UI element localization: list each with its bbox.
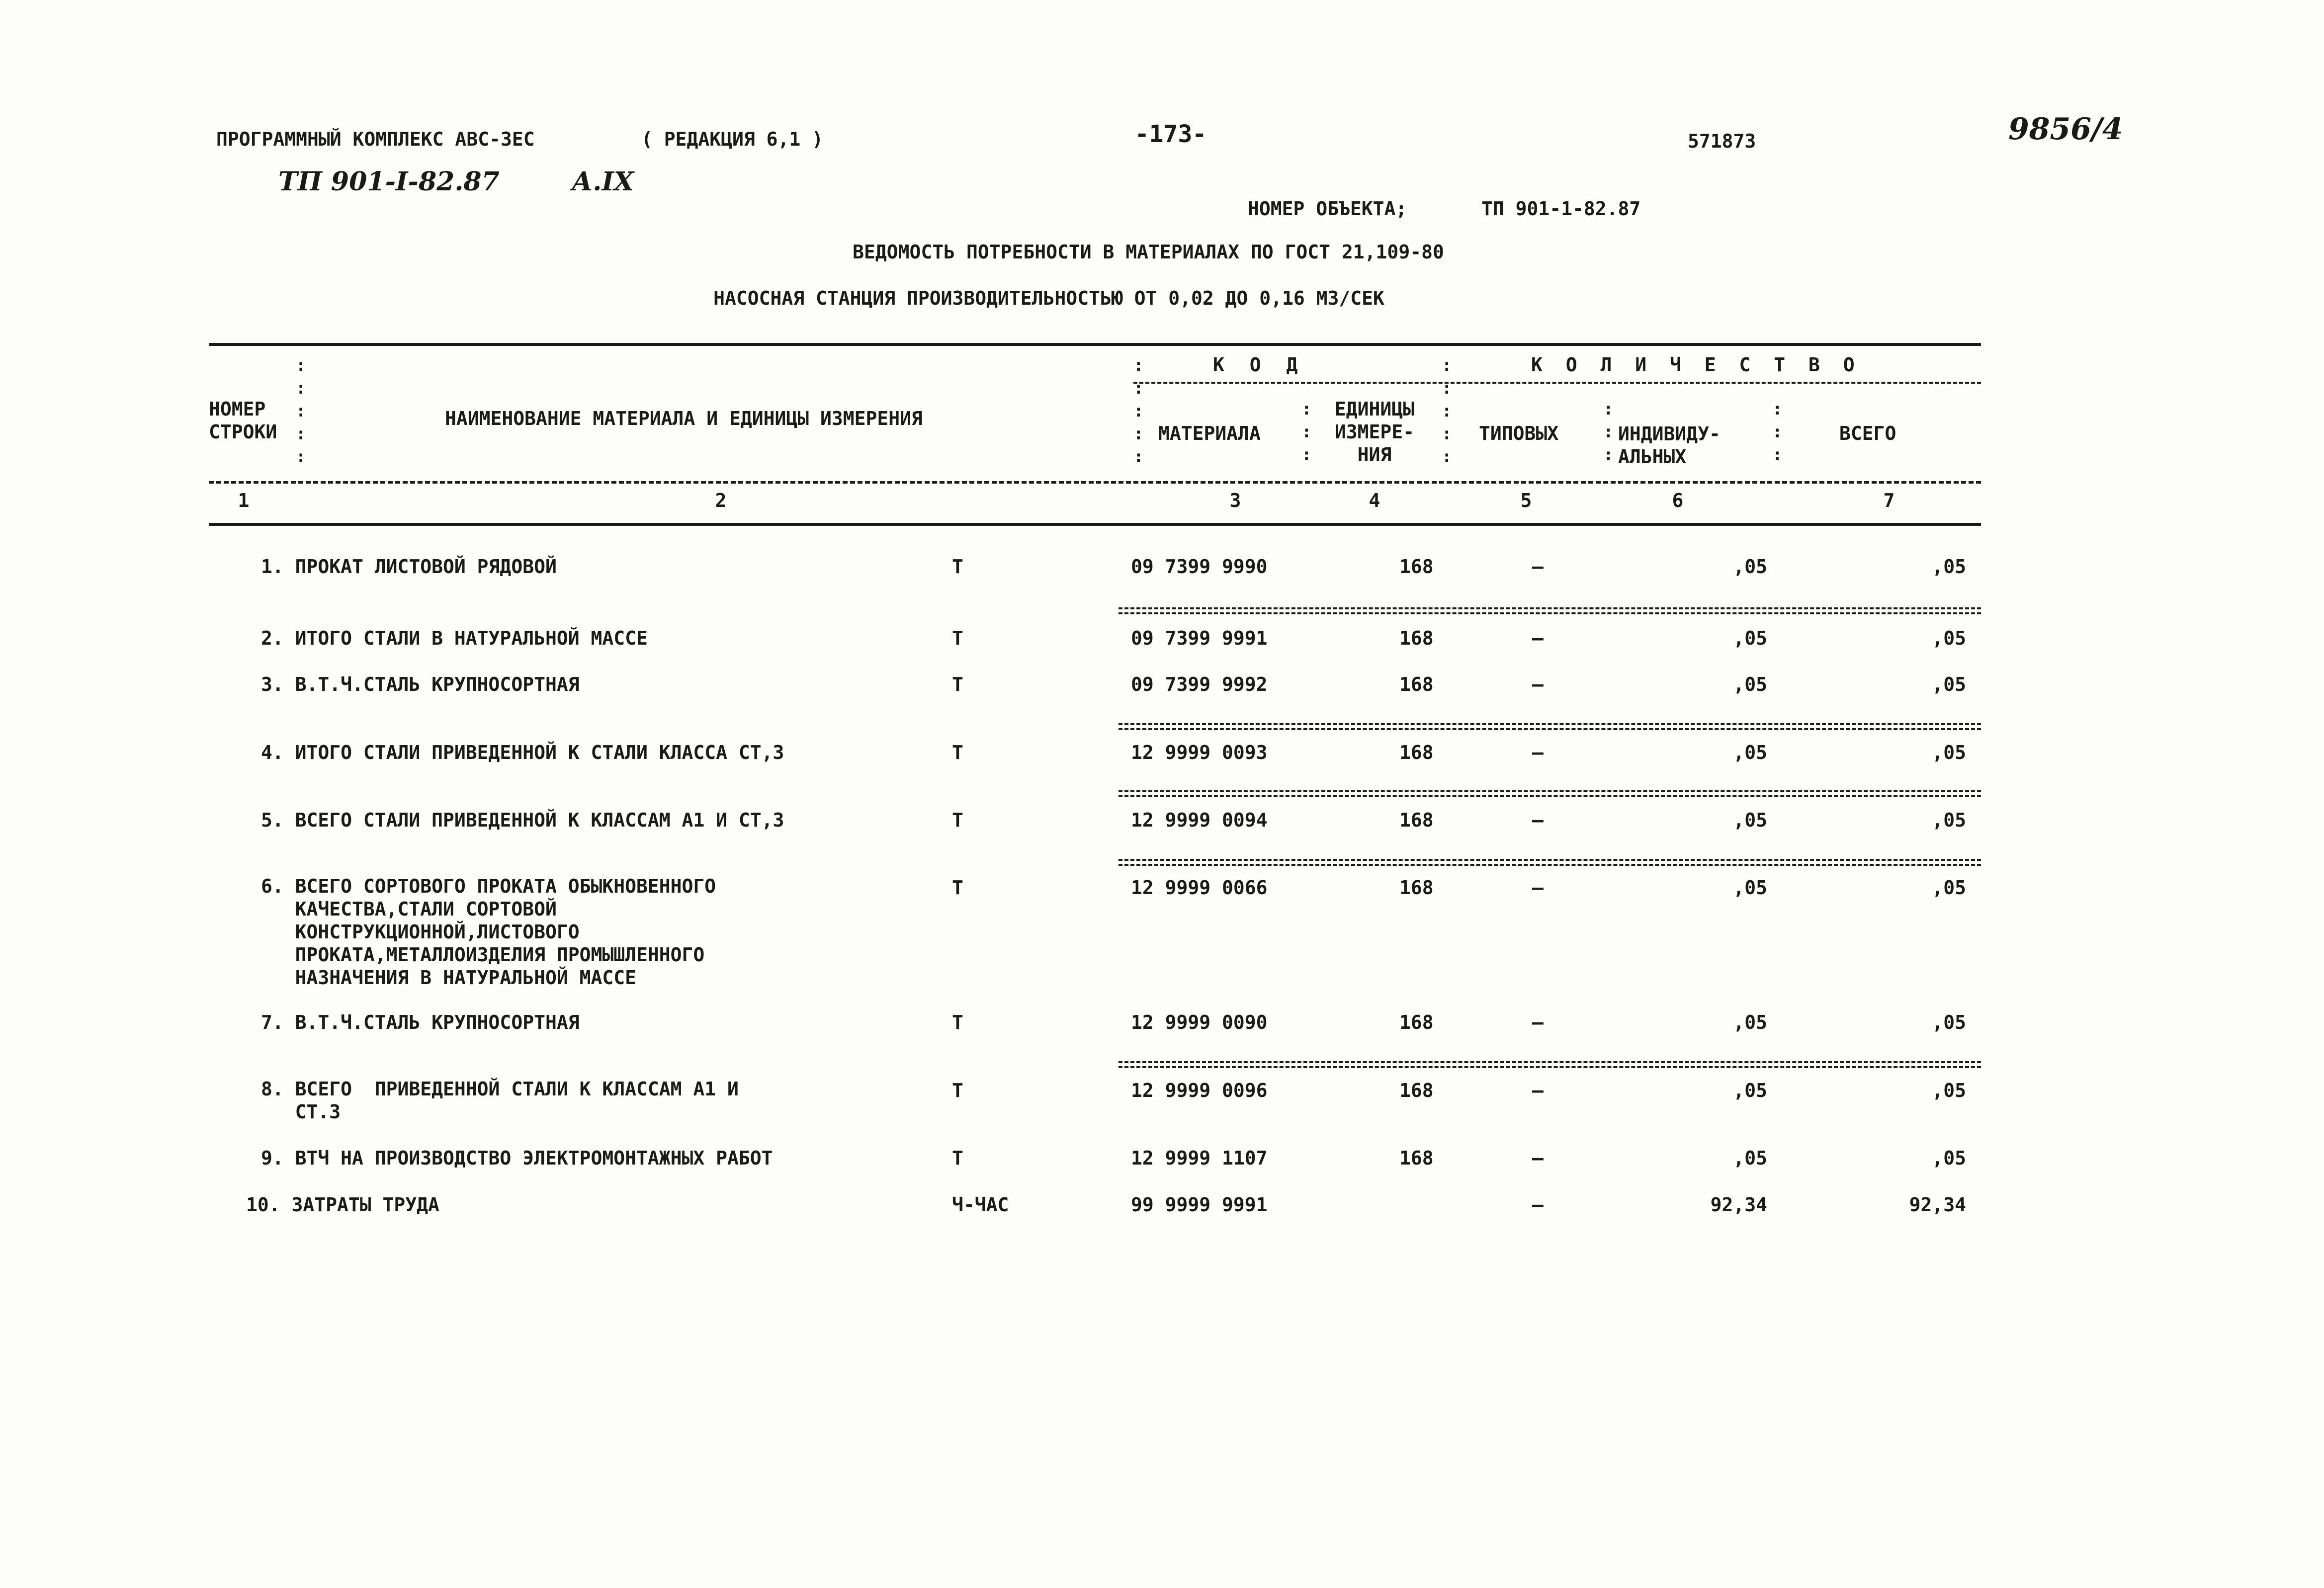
table-row-name: 3. В.Т.Ч.СТАЛЬ КРУПНОСОРТНАЯ: [261, 673, 580, 695]
column-header-unit-code: ЕДИНИЦЫ ИЗМЕРЕ- НИЯ: [1334, 398, 1415, 466]
table-row-unit: Т: [952, 1147, 963, 1169]
subtotal-rule: [1119, 1061, 1981, 1068]
page-number: -173-: [1134, 120, 1207, 148]
table-row-unit: Т: [952, 556, 963, 578]
table-row-individual: ,05: [1733, 627, 1767, 649]
table-row-unit-code: 168: [1399, 556, 1434, 578]
table-row-name: 8. ВСЕГО ПРИВЕДЕННОЙ СТАЛИ К КЛАССАМ А1 И СТ.3: [261, 1078, 739, 1123]
table-row-unit: Т: [952, 877, 963, 899]
table-row-typical: –: [1532, 627, 1544, 649]
code-group-header: К О Д: [1213, 354, 1305, 376]
edition-label: ( РЕДАКЦИЯ 6,1 ): [641, 128, 824, 150]
column-separator: : : : : :: [1133, 355, 1144, 467]
table-row-individual: ,05: [1733, 1011, 1767, 1033]
column-header-individual: ИНДИВИДУ- АЛЬНЫХ: [1618, 423, 1721, 468]
column-separator: : : : : :: [296, 355, 306, 467]
table-row-name: 6. ВСЕГО СОРТОВОГО ПРОКАТА ОБЫКНОВЕННОГО КАЧЕСТВА,СТАЛИ СОРТОВОЙ КОНСТРУКЦИОННОЙ,ЛИСТОВОГО ПРОКАТА,МЕТАЛЛОИЗДЕЛИЯ ПРОМЫШЛЕННОГО НАЗНАЧЕНИЯ В НАТУРАЛЬНОЙ МАССЕ: [261, 875, 716, 989]
column-header-typical: ТИПОВЫХ: [1479, 422, 1559, 444]
table-row-individual: ,05: [1733, 1147, 1767, 1169]
column-header-total: ВСЕГО: [1839, 422, 1896, 444]
group-header-rule: [1133, 382, 1981, 384]
table-row-material-code: 12 9999 0094: [1131, 809, 1268, 831]
table-row-typical: –: [1532, 1080, 1544, 1101]
document-title: ВЕДОМОСТЬ ПОТРЕБНОСТИ В МАТЕРИАЛАХ ПО ГОСТ 21,109-80: [853, 241, 1444, 263]
table-row-typical: –: [1532, 877, 1544, 899]
table-row-unit-code: 168: [1399, 1011, 1434, 1033]
table-row-total: ,05: [1932, 556, 1966, 578]
table-row-name: 5. ВСЕГО СТАЛИ ПРИВЕДЕННОЙ К КЛАССАМ А1 И СТ,3: [261, 809, 784, 831]
column-number: 5: [1520, 490, 1532, 511]
table-row-name: 9. ВТЧ НА ПРОИЗВОДСТВО ЭЛЕКТРОМОНТАЖНЫХ РАБОТ: [261, 1147, 773, 1169]
table-row-typical: –: [1532, 1147, 1544, 1169]
album-label: А.IX: [572, 167, 634, 197]
body-top-rule: [209, 523, 1981, 526]
table-row-individual: ,05: [1733, 556, 1767, 578]
column-separator: : : : : :: [1442, 355, 1452, 467]
table-row-individual: 92,34: [1710, 1194, 1767, 1216]
table-top-rule: [209, 343, 1981, 346]
table-row-material-code: 12 9999 0066: [1131, 877, 1268, 899]
column-separator: : : :: [1772, 399, 1783, 465]
table-row-unit-code: 168: [1399, 673, 1434, 695]
table-row-total: ,05: [1932, 673, 1966, 695]
document-subtitle: НАСОСНАЯ СТАНЦИЯ ПРОИЗВОДИТЕЛЬНОСТЬЮ ОТ 0,02 ДО 0,16 М3/СЕК: [713, 287, 1384, 309]
table-row-unit: Т: [952, 673, 963, 695]
table-row-material-code: 12 9999 0093: [1131, 742, 1268, 763]
subtotal-rule: [1119, 723, 1981, 730]
table-row-unit: Т: [952, 1080, 963, 1101]
table-row-name: 1. ПРОКАТ ЛИСТОВОЙ РЯДОВОЙ: [261, 556, 557, 578]
table-row-name: 7. В.Т.Ч.СТАЛЬ КРУПНОСОРТНАЯ: [261, 1011, 580, 1033]
table-row-total: 92,34: [1909, 1194, 1966, 1216]
column-header-material-code: МАТЕРИАЛА: [1158, 422, 1261, 444]
table-row-unit-code: 168: [1399, 627, 1434, 649]
table-row-typical: –: [1532, 809, 1544, 831]
column-number: 3: [1229, 490, 1241, 511]
column-number: 6: [1672, 490, 1684, 511]
column-number: 1: [238, 490, 250, 511]
table-row-material-code: 12 9999 0090: [1131, 1011, 1268, 1033]
table-row-typical: –: [1532, 1194, 1544, 1216]
table-row-typical: –: [1532, 1011, 1544, 1033]
table-row-total: ,05: [1932, 877, 1966, 899]
table-row-unit-code: 168: [1399, 742, 1434, 763]
table-row-individual: ,05: [1733, 742, 1767, 763]
table-row-material-code: 99 9999 9991: [1131, 1194, 1268, 1216]
table-row-material-code: 09 7399 9991: [1131, 627, 1268, 649]
object-number-label: НОМЕР ОБЪЕКТА;: [1248, 198, 1407, 220]
table-row-individual: ,05: [1733, 1080, 1767, 1101]
table-row-typical: –: [1532, 556, 1544, 578]
subtotal-rule: [1119, 790, 1981, 797]
table-row-name: 4. ИТОГО СТАЛИ ПРИВЕДЕННОЙ К СТАЛИ КЛАССА СТ,3: [261, 742, 784, 763]
subtotal-rule: [1119, 859, 1981, 866]
table-row-unit-code: 168: [1399, 1147, 1434, 1169]
table-row-typical: –: [1532, 673, 1544, 695]
table-row-unit-code: 168: [1399, 1080, 1434, 1101]
table-row-material-code: 12 9999 0096: [1131, 1080, 1268, 1101]
table-row-unit-code: 168: [1399, 877, 1434, 899]
table-row-unit: Т: [952, 1011, 963, 1033]
document-code: 571873: [1688, 130, 1756, 152]
table-row-unit: Т: [952, 809, 963, 831]
table-row-material-code: 09 7399 9992: [1131, 673, 1268, 695]
column-header-line-number: НОМЕР СТРОКИ: [209, 398, 277, 443]
table-row-name: 10. ЗАТРАТЫ ТРУДА: [246, 1194, 439, 1216]
object-number-value: ТП 901-1-82.87: [1481, 198, 1641, 220]
table-row-individual: ,05: [1733, 673, 1767, 695]
table-row-material-code: 09 7399 9990: [1131, 556, 1268, 578]
program-name: ПРОГРАММНЫЙ КОМПЛЕКС АВС-3ЕС: [216, 128, 535, 150]
table-row-unit-code: 168: [1399, 809, 1434, 831]
column-separator: : : :: [1603, 399, 1614, 465]
subtotal-rule: [1119, 607, 1981, 614]
table-row-unit: Ч-ЧАС: [952, 1194, 1009, 1216]
table-row-total: ,05: [1932, 809, 1966, 831]
table-row-material-code: 12 9999 1107: [1131, 1147, 1268, 1169]
column-number: 7: [1883, 490, 1895, 511]
table-row-total: ,05: [1932, 1147, 1966, 1169]
table-row-total: ,05: [1932, 1011, 1966, 1033]
column-separator: : : :: [1301, 399, 1312, 465]
table-row-unit: Т: [952, 742, 963, 763]
table-row-unit: Т: [952, 627, 963, 649]
table-row-total: ,05: [1932, 1080, 1966, 1101]
header-bottom-rule: [209, 481, 1981, 484]
column-number: 2: [715, 490, 727, 511]
table-row-name: 2. ИТОГО СТАЛИ В НАТУРАЛЬНОЙ МАССЕ: [261, 627, 648, 649]
table-row-individual: ,05: [1733, 877, 1767, 899]
handwritten-reference: 9856/4: [2008, 112, 2123, 147]
project-code: ТП 901-I-82.87: [278, 167, 500, 197]
table-row-total: ,05: [1932, 627, 1966, 649]
column-number: 4: [1369, 490, 1380, 511]
table-row-individual: ,05: [1733, 809, 1767, 831]
table-row-total: ,05: [1932, 742, 1966, 763]
quantity-group-header: К О Л И Ч Е С Т В О: [1531, 354, 1861, 376]
column-header-name: НАИМЕНОВАНИЕ МАТЕРИАЛА И ЕДИНИЦЫ ИЗМЕРЕНИЯ: [445, 408, 923, 429]
table-row-typical: –: [1532, 742, 1544, 763]
